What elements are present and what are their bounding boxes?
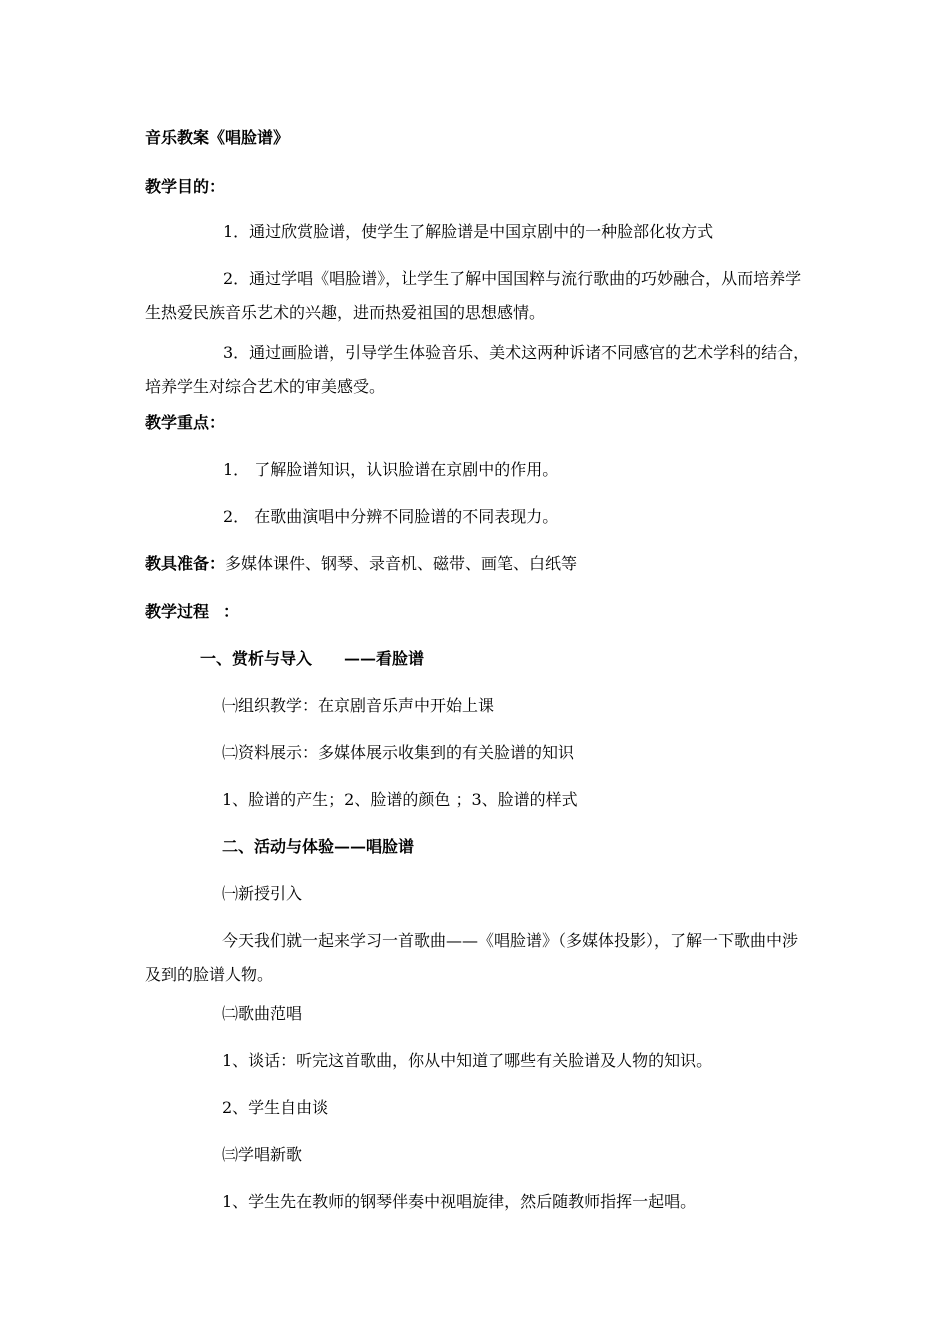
key-point-item-1: 1． 了解脸谱知识，认识脸谱在京剧中的作用。 [223, 460, 559, 479]
section-2-item-4: 1、谈话：听完这首歌曲，你从中知道了哪些有关脸谱及人物的知识。 [222, 1051, 713, 1070]
section-2-item-2: 今天我们就一起来学习一首歌曲——《唱脸谱》（多媒体投影），了解一下歌曲中涉及到的脸谱人物。 [145, 931, 799, 984]
materials-text: 多媒体课件、钢琴、录音机、磁带、画笔、白纸等 [225, 554, 578, 573]
objective-item-2: 2．通过学唱《唱脸谱》，让学生了解中国国粹与流行歌曲的巧妙融合，从而培养学生热爱民族音乐艺术的兴趣，进而热爱祖国的思想感情。 [145, 269, 802, 322]
section-1-item-1: ㈠组织教学：在京剧音乐声中开始上课 [222, 696, 495, 715]
section-1-item-3: 1、脸谱的产生；2、脸谱的颜色 ；3、脸谱的样式 [222, 790, 578, 809]
section-2-item-7: 1、学生先在教师的钢琴伴奏中视唱旋律，然后随教师指挥一起唱。 [222, 1192, 697, 1211]
section-1-item-2: ㈡资料展示：多媒体展示收集到的有关脸谱的知识 [222, 743, 575, 762]
process-heading-colon: ： [223, 602, 240, 621]
objectives-heading: 教学目的： [145, 177, 226, 196]
process-heading: 教学过程 [145, 602, 210, 621]
materials-label: 教具准备： [145, 554, 226, 573]
materials-line [145, 553, 810, 575]
section-1-subtitle: ——看脸谱 [344, 649, 425, 668]
section-2-item-3: ㈡歌曲范唱 [222, 1004, 303, 1023]
document-title: 音乐教案《唱脸谱》 [145, 128, 290, 147]
section-1-heading [200, 648, 865, 670]
section-1-title: 一、赏析与导入 [200, 649, 313, 668]
objective-item-3: 3．通过画脸谱，引导学生体验音乐、美术这两种诉诸不同感官的艺术学科的结合，培养学生对综合艺术的审美感受。 [145, 343, 810, 396]
section-2-item-1: ㈠新授引入 [222, 884, 303, 903]
objective-item-1: 1．通过欣赏脸谱，使学生了解脸谱是中国京剧中的一种脸部化妆方式 [223, 222, 714, 241]
process-heading-line [145, 601, 810, 623]
section-2-item-6: ㈢学唱新歌 [222, 1145, 303, 1164]
section-2-item-5: 2、学生自由谈 [222, 1098, 329, 1117]
key-points-heading: 教学重点： [145, 413, 226, 432]
key-point-item-2: 2． 在歌曲演唱中分辨不同脸谱的不同表现力。 [223, 507, 559, 526]
section-2-title: 二、活动与体验——唱脸谱 [222, 837, 415, 856]
